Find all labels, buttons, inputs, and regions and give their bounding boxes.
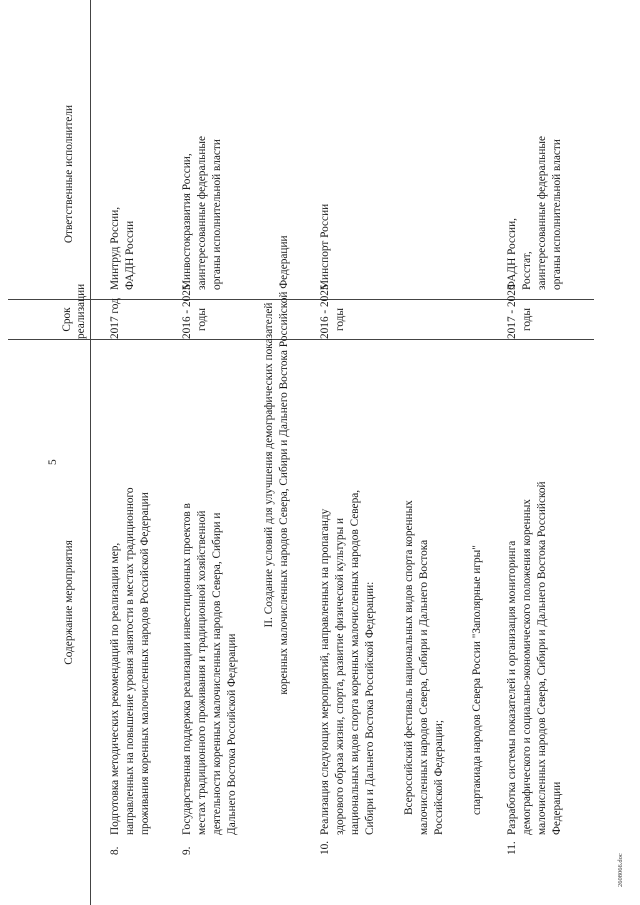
row-responsible: Минтруд России, ФАДН России bbox=[109, 206, 136, 290]
column-divider-content-term bbox=[8, 339, 594, 340]
header-responsible: Ответственные исполнители bbox=[63, 104, 75, 244]
row-subitem: спартакиада народов Севера России "Заполярные игры" bbox=[471, 545, 483, 815]
row-number: 8. bbox=[109, 846, 121, 855]
row-number: 10. bbox=[319, 840, 331, 855]
row-content: Подготовка методических рекомендаций по реализации мер, направленных на повышение уровня занятости в местах традиционного проживания коренных малочисленных народов Российской Федерации bbox=[109, 487, 151, 835]
row-term: 2017 год bbox=[109, 298, 121, 339]
page-number: 5 bbox=[47, 459, 59, 465]
row-number: 9. bbox=[181, 846, 193, 855]
row-content: Государственная поддержка реализации инвестиционных проектов в местах традиционного проживания и традиционной хозяйственной деятельности коренных малочисленных народов Севера, Сибири и Дальнего Востока Российской Федерации bbox=[181, 503, 238, 835]
header-bottom-rule bbox=[90, 0, 91, 905]
row-term: 2017 - 2025 годы bbox=[506, 284, 533, 339]
header-content: Содержание мероприятия bbox=[63, 540, 75, 665]
row-content: Реализация следующих мероприятий, направленных на пропаганду здорового образа жизни, спорта, развитие физической культуры и национальных видов спорта коренных малочисленных народов Севера, Сибири и Дальнего Востока Российской Федерации: bbox=[319, 489, 376, 835]
row-subitem: Всероссийский фестиваль национальных видов спорта коренных bbox=[403, 500, 415, 815]
row-content: Разработка системы показателей и организация мониторинга демографического и социально-экономического положения коренных малочисленных народов Севера, Сибири и Дальнего Востока Российской Федерации bbox=[506, 481, 563, 835]
row-number: 11. bbox=[506, 841, 518, 855]
row-subitem-continued: малочисленных народов Севера, Сибири и Дальнего Востока Российской Федерации; bbox=[418, 539, 445, 835]
header-term: Срок реализации bbox=[61, 283, 87, 339]
section-title: II. Создание условий для улучшения демографических показателей коренных малочисленных народов Севера, Сибири и Дальнего Востока Российской Федерации bbox=[263, 235, 290, 695]
row-term: 2016 - 2025 годы bbox=[181, 284, 208, 339]
row-responsible: ФАДН России, Росстат, заинтересованные федеральные органы исполнительной власти bbox=[506, 136, 563, 290]
row-responsible: Минспорт России bbox=[319, 203, 331, 290]
row-term: 2016 - 2025 годы bbox=[319, 284, 346, 339]
row-responsible: Минвостокразвития России, заинтересованные федеральные органы исполнительной власти bbox=[181, 136, 223, 290]
document-filename: 2608066.doc bbox=[617, 853, 624, 887]
